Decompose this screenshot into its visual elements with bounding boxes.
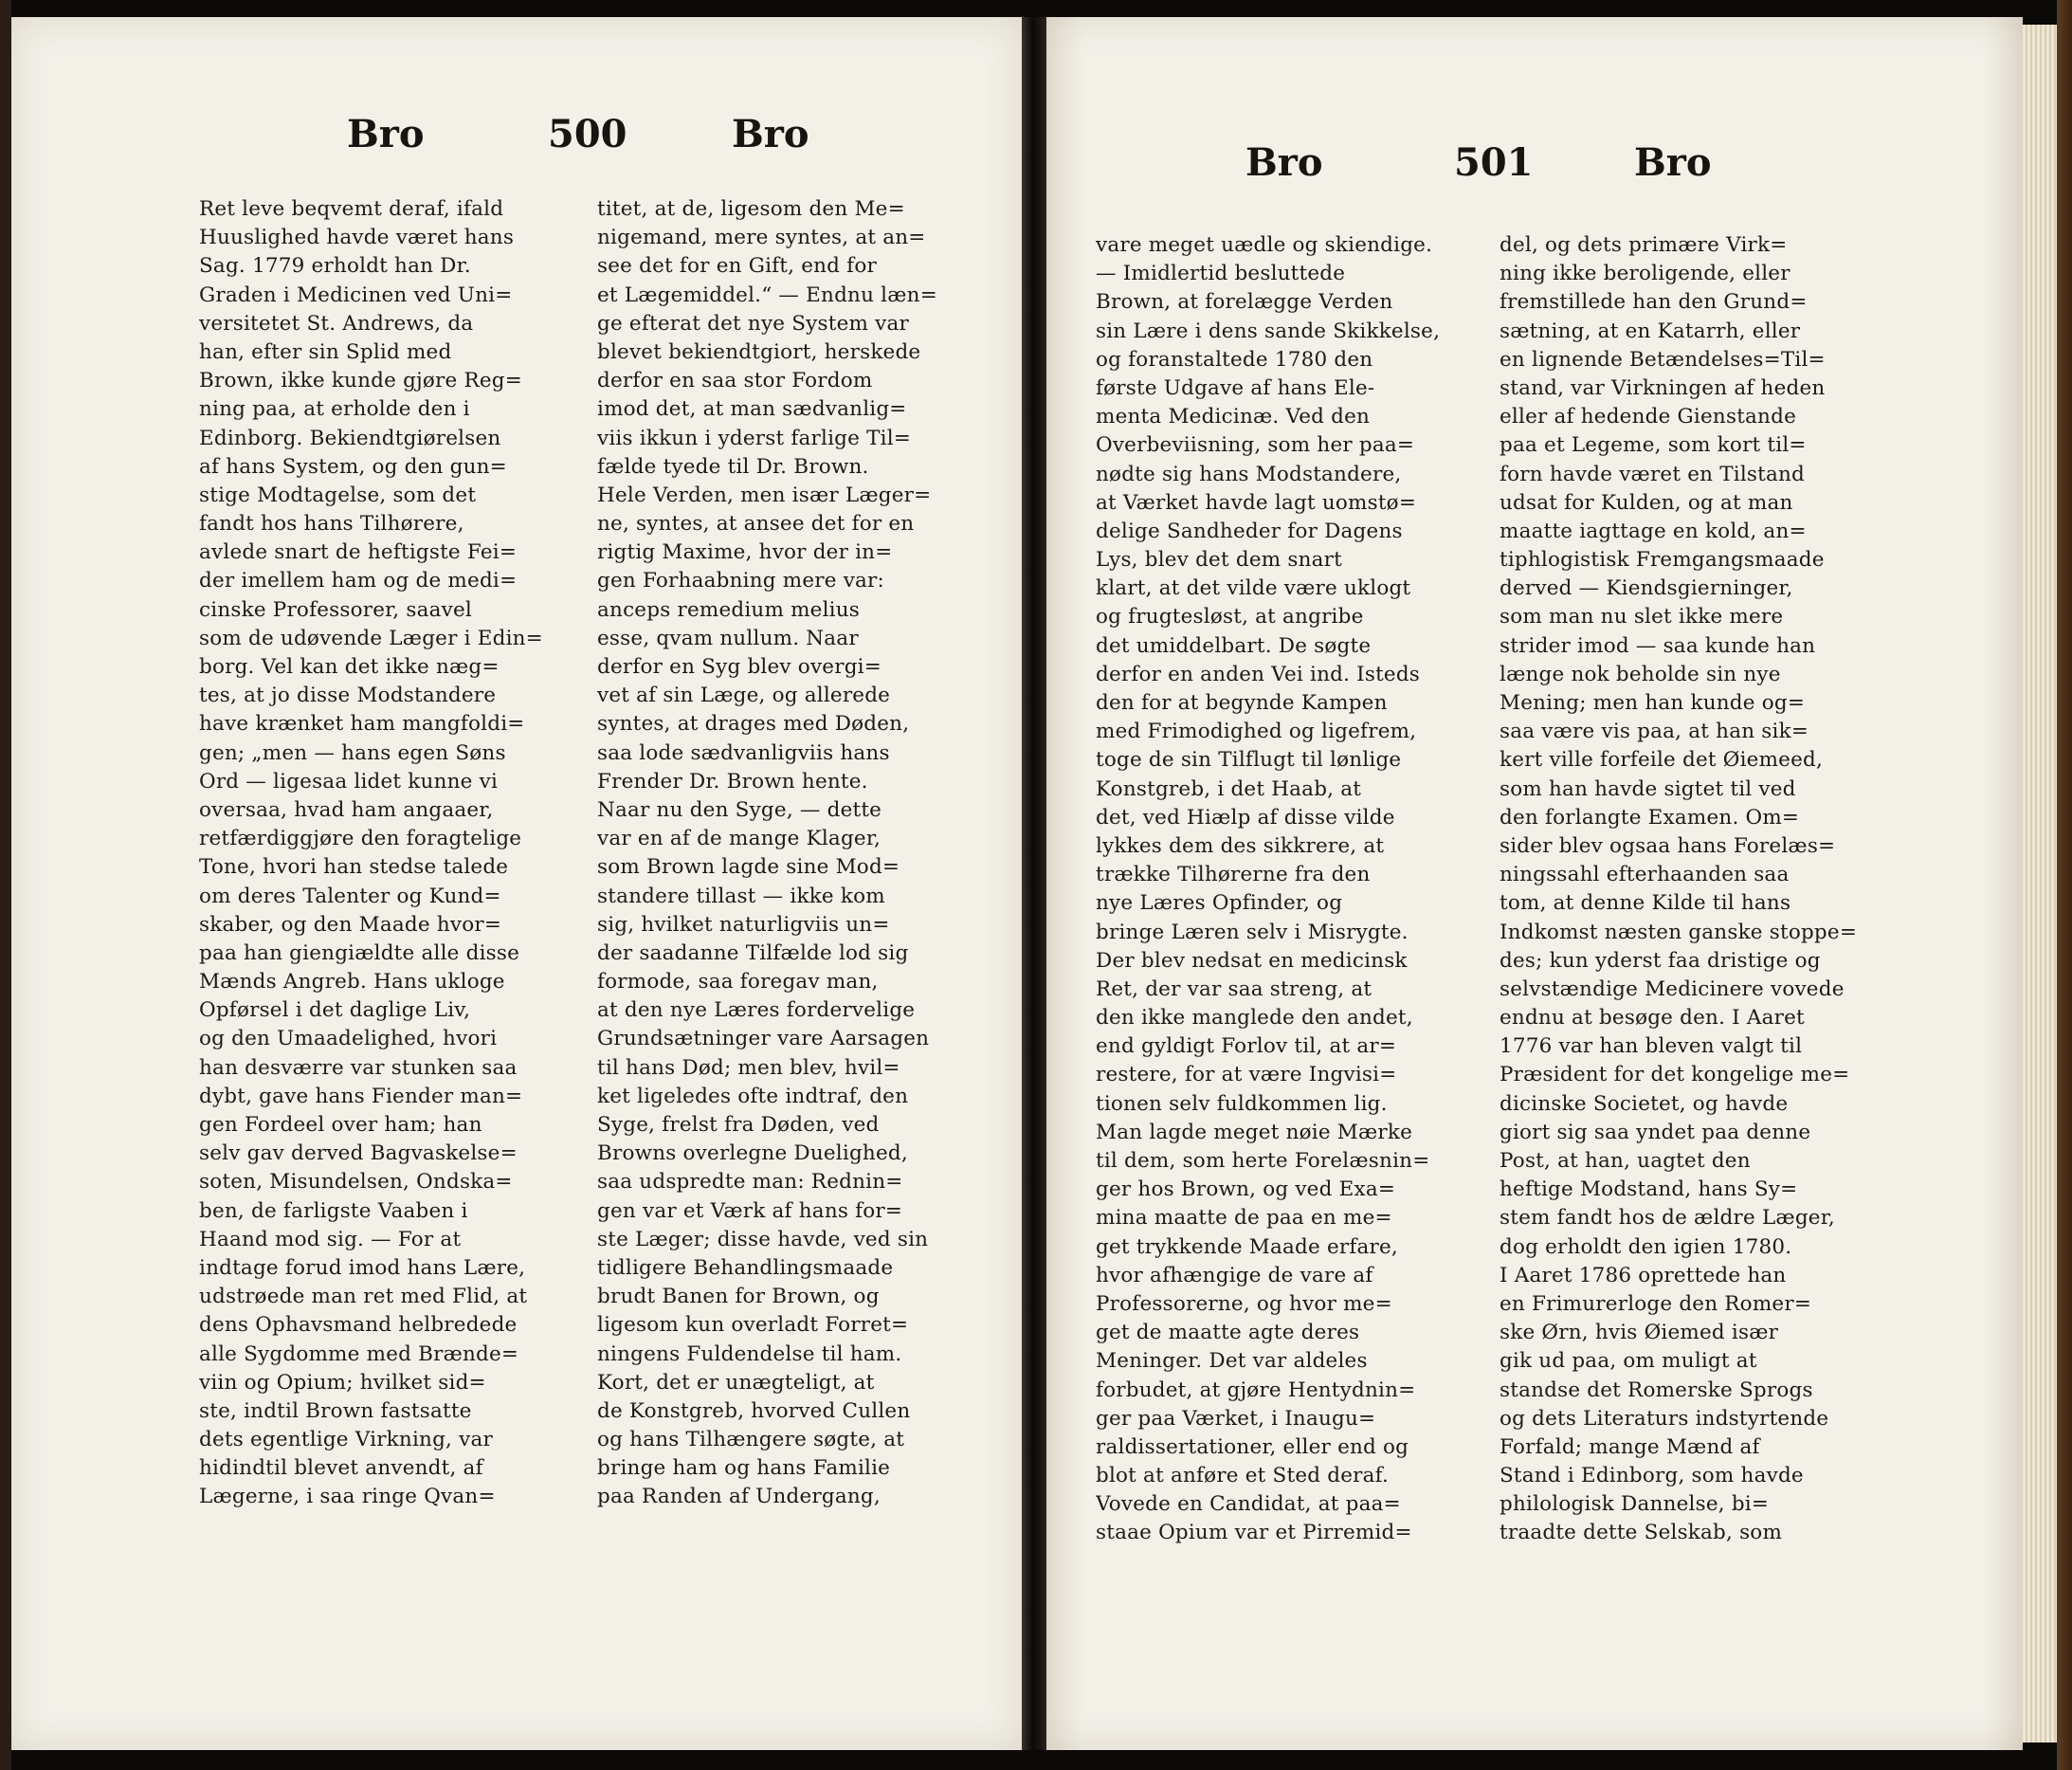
text-line: viin og Opium; hvilket sid= bbox=[199, 1370, 486, 1395]
text-line: hidindtil blevet anvendt, af bbox=[199, 1456, 483, 1481]
text-line: — Imidlertid besluttede bbox=[1096, 262, 1346, 286]
text-line: trække Tilhørerne fra den bbox=[1096, 863, 1371, 887]
text-line: Professorerne, og hvor me= bbox=[1096, 1291, 1392, 1316]
header-word-right: Bro bbox=[732, 112, 809, 156]
text-line: dets egentlige Virkning, var bbox=[199, 1428, 493, 1452]
text-line: et Lægemiddel.“ — Endnu læn= bbox=[597, 283, 937, 307]
page-block-edges bbox=[2023, 25, 2057, 1743]
book-gutter bbox=[1022, 17, 1046, 1750]
text-line: Præsident for det kongelige me= bbox=[1499, 1063, 1850, 1087]
text-line: Hele Verden, men især Læger= bbox=[597, 483, 932, 507]
text-line: ligesom kun overladt Forret= bbox=[597, 1313, 909, 1338]
text-line: Meninger. Det var aldeles bbox=[1096, 1349, 1368, 1374]
text-line: imod det, at man sædvanlig= bbox=[597, 397, 907, 422]
text-line: den for at begynde Kampen bbox=[1096, 691, 1388, 715]
text-line: derfor en saa stor Fordom bbox=[597, 369, 873, 393]
right-page-column-2 bbox=[1499, 231, 1881, 1548]
text-line: ger hos Brown, og ved Exa= bbox=[1096, 1177, 1396, 1202]
text-line: ning paa, at erholde den i bbox=[199, 397, 470, 422]
text-line: Graden i Medicinen ved Uni= bbox=[199, 283, 513, 307]
text-line: dybt, gave hans Fiender man= bbox=[199, 1084, 523, 1108]
text-line: syntes, at drages med Døden, bbox=[597, 712, 910, 737]
text-line: ning ikke beroligende, eller bbox=[1499, 262, 1790, 286]
text-line: eller af hedende Gienstande bbox=[1499, 405, 1796, 429]
text-line: tidligere Behandlingsmaade bbox=[597, 1255, 894, 1280]
text-line: Man lagde meget nøie Mærke bbox=[1096, 1120, 1413, 1144]
text-line: nye Læres Opfinder, og bbox=[1096, 891, 1343, 916]
text-line: til hans Død; men blev, hvil= bbox=[597, 1055, 900, 1080]
text-line: med Frimodighed og ligefrem, bbox=[1096, 720, 1417, 744]
text-line: ge efterat det nye System var bbox=[597, 311, 909, 336]
text-line: cinske Professorer, saavel bbox=[199, 597, 472, 622]
text-line: Haand mod sig. — For at bbox=[199, 1227, 462, 1251]
text-line: Syge, frelst fra Døden, ved bbox=[597, 1113, 880, 1137]
text-line: kert ville forfeile det Øiemeed, bbox=[1499, 748, 1824, 773]
text-line: anceps remedium melius bbox=[597, 597, 861, 622]
text-line: menta Medicinæ. Ved den bbox=[1096, 405, 1371, 429]
text-line: staae Opium var et Pirremid= bbox=[1096, 1521, 1412, 1545]
text-line: af hans System, og den gun= bbox=[199, 454, 507, 479]
text-line: Post, at han, uagtet den bbox=[1499, 1149, 1751, 1173]
text-line: tom, at denne Kilde til hans bbox=[1499, 891, 1791, 916]
text-line: fandt hos hans Tilhørere, bbox=[199, 512, 464, 537]
page-number: 501 bbox=[1454, 140, 1534, 185]
text-line: udsat for Kulden, og at man bbox=[1499, 490, 1793, 515]
text-line: Huuslighed havde været hans bbox=[199, 226, 515, 250]
text-line: Tone, hvori han stedse talede bbox=[199, 855, 509, 880]
text-line: forbudet, at gjøre Hentydnin= bbox=[1096, 1378, 1416, 1402]
text-line: tionen selv fuldkommen lig. bbox=[1096, 1091, 1388, 1116]
text-line: en Frimurerloge den Romer= bbox=[1499, 1291, 1812, 1316]
text-line: han desværre var stunken saa bbox=[199, 1055, 518, 1080]
text-line: avlede snart de heftigste Fei= bbox=[199, 540, 518, 565]
text-line: det umiddelbart. De søgte bbox=[1096, 633, 1372, 658]
text-line: om deres Talenter og Kund= bbox=[199, 884, 501, 908]
header-word-left: Bro bbox=[347, 112, 425, 156]
text-line: delige Sandheder for Dagens bbox=[1096, 519, 1403, 543]
text-line: bringe Læren selv i Misrygte. bbox=[1096, 920, 1409, 944]
text-line: Grundsætninger vare Aarsagen bbox=[597, 1027, 930, 1051]
text-line: get trykkende Maade erfare, bbox=[1096, 1234, 1398, 1259]
text-line: have krænket ham mangfoldi= bbox=[199, 712, 525, 737]
text-line: ste, indtil Brown fastsatte bbox=[199, 1398, 472, 1423]
text-line: strider imod — saa kunde han bbox=[1499, 633, 1816, 658]
header-word-right: Bro bbox=[1634, 140, 1712, 185]
text-line: skaber, og den Maade hvor= bbox=[199, 912, 502, 937]
text-line: ningssahl efterhaanden saa bbox=[1499, 863, 1790, 887]
text-line: gen Forhaabning mere var: bbox=[597, 569, 884, 593]
text-line: Forfald; mange Mænd af bbox=[1499, 1434, 1760, 1459]
text-line: del, og dets primære Virk= bbox=[1499, 233, 1788, 257]
text-line: Browns overlegne Duelighed, bbox=[597, 1141, 908, 1166]
text-line: blot at anføre et Sted deraf. bbox=[1096, 1464, 1390, 1488]
text-line: sin Lære i dens sande Skikkelse, bbox=[1096, 319, 1441, 343]
left-page-column-2 bbox=[597, 195, 986, 1512]
text-line: det, ved Hiælp af disse vilde bbox=[1096, 805, 1395, 830]
text-line: versitetet St. Andrews, da bbox=[199, 311, 474, 336]
text-line: standere tillast — ikke kom bbox=[597, 884, 885, 908]
page-number: 500 bbox=[548, 112, 627, 156]
text-line: ne, syntes, at ansee det for en bbox=[597, 512, 915, 537]
text-line: rigtig Maxime, hvor der in= bbox=[597, 540, 893, 565]
text-line: mina maatte de paa en me= bbox=[1096, 1206, 1392, 1231]
text-line: indtage forud imod hans Lære, bbox=[199, 1255, 526, 1280]
text-line: giort sig saa yndet paa denne bbox=[1499, 1120, 1811, 1144]
text-line: derved — Kiendsgierninger, bbox=[1499, 576, 1793, 601]
text-line: hvor afhængige de vare af bbox=[1096, 1263, 1373, 1287]
text-line: retfærdiggjøre den foragtelige bbox=[199, 827, 522, 851]
text-line: saa lode sædvanligviis hans bbox=[597, 740, 890, 765]
text-line: standse det Romerske Sprogs bbox=[1499, 1378, 1813, 1402]
text-line: viis ikkun i yderst farlige Til= bbox=[597, 426, 911, 450]
text-line: gen; „men — hans egen Søns bbox=[199, 740, 506, 765]
text-line: fælde tyede til Dr. Brown. bbox=[597, 454, 869, 479]
text-line: fremstillede han den Grund= bbox=[1499, 290, 1808, 315]
text-line: stand, var Virkningen af heden bbox=[1499, 375, 1826, 400]
text-line: var en af de mange Klager, bbox=[597, 827, 881, 851]
text-line: oversaa, hvad ham angaaer, bbox=[199, 797, 494, 822]
text-line: philologisk Dannelse, bi= bbox=[1499, 1492, 1770, 1517]
text-line: dog erholdt den igien 1780. bbox=[1499, 1234, 1792, 1259]
left-page-column-1 bbox=[199, 195, 578, 1512]
text-line: Edinborg. Bekiendtgiørelsen bbox=[199, 426, 501, 450]
text-line: Frender Dr. Brown hente. bbox=[597, 769, 868, 794]
text-line: paa Randen af Undergang, bbox=[597, 1485, 881, 1509]
text-line: stige Modtagelse, som det bbox=[199, 483, 477, 507]
text-line: dens Ophavsmand helbredede bbox=[199, 1313, 518, 1338]
text-line: borg. Vel kan det ikke næg= bbox=[199, 655, 500, 679]
text-line: og hans Tilhængere søgte, at bbox=[597, 1428, 905, 1452]
text-line: Lægerne, i saa ringe Qvan= bbox=[199, 1485, 496, 1509]
text-line: til dem, som herte Forelæsnin= bbox=[1096, 1149, 1430, 1173]
text-line: soten, Misundelsen, Ondska= bbox=[199, 1170, 513, 1195]
text-line: Ret leve beqvemt deraf, ifald bbox=[199, 197, 504, 221]
text-line: des; kun yderst faa dristige og bbox=[1499, 948, 1821, 973]
text-line: som man nu slet ikke mere bbox=[1499, 605, 1784, 630]
text-line: han, efter sin Splid med bbox=[199, 339, 452, 364]
text-line: gen var et Værk af hans for= bbox=[597, 1198, 903, 1223]
text-line: gik ud paa, om muligt at bbox=[1499, 1349, 1757, 1374]
text-line: blevet bekiendtgiort, herskede bbox=[597, 339, 921, 364]
text-line: end gyldigt Forlov til, at ar= bbox=[1096, 1034, 1397, 1059]
text-line: maatte iagttage en kold, an= bbox=[1499, 519, 1807, 543]
text-line: ger paa Værket, i Inaugu= bbox=[1096, 1406, 1376, 1431]
text-line: klart, at det vilde være uklogt bbox=[1096, 576, 1411, 601]
text-line: forn havde været en Tilstand bbox=[1499, 462, 1806, 486]
text-line: alle Sygdomme med Brænde= bbox=[199, 1341, 519, 1366]
text-line: saa udspredte man: Rednin= bbox=[597, 1170, 903, 1195]
text-line: selv gav derved Bagvaskelse= bbox=[199, 1141, 518, 1166]
text-line: Der blev nedsat en medicinsk bbox=[1096, 948, 1408, 973]
text-line: vet af sin Læge, og allerede bbox=[597, 684, 891, 708]
text-line: den ikke manglede den andet, bbox=[1096, 1006, 1413, 1031]
text-line: og frugtesløst, at angribe bbox=[1096, 605, 1364, 630]
book-cover-edge-right bbox=[2057, 0, 2072, 1770]
text-line: heftige Modstand, hans Sy= bbox=[1499, 1177, 1798, 1202]
text-line: Kort, det er unægteligt, at bbox=[597, 1370, 875, 1395]
text-line: som de udøvende Læger i Edin= bbox=[199, 626, 543, 650]
text-line: 1776 var han bleven valgt til bbox=[1499, 1034, 1803, 1059]
text-line: og foranstaltede 1780 den bbox=[1096, 347, 1373, 372]
text-line: bringe ham og hans Familie bbox=[597, 1456, 891, 1481]
text-line: I Aaret 1786 oprettede han bbox=[1499, 1263, 1787, 1287]
text-line: udstrøede man ret med Flid, at bbox=[199, 1285, 528, 1309]
left-page bbox=[11, 17, 1022, 1750]
text-line: Brown, ikke kunde gjøre Reg= bbox=[199, 369, 522, 393]
text-line: Naar nu den Syge, — dette bbox=[597, 797, 882, 822]
text-line: Vovede en Candidat, at paa= bbox=[1096, 1492, 1401, 1517]
text-line: paa han giengiældte alle disse bbox=[199, 940, 520, 965]
book-cover-edge-left bbox=[0, 0, 11, 1770]
text-line: Indkomst næsten ganske stoppe= bbox=[1499, 920, 1858, 944]
text-line: get de maatte agte deres bbox=[1096, 1321, 1360, 1345]
text-line: derfor en anden Vei ind. Isteds bbox=[1096, 662, 1421, 686]
text-line: titet, at de, ligesom den Me= bbox=[597, 197, 905, 221]
text-line: sætning, at en Katarrh, eller bbox=[1499, 319, 1801, 343]
text-line: raldissertationer, eller end og bbox=[1096, 1434, 1409, 1459]
text-line: toge de sin Tilflugt til lønlige bbox=[1096, 748, 1402, 773]
text-line: som han havde sigtet til ved bbox=[1499, 776, 1796, 801]
text-line: der imellem ham og de medi= bbox=[199, 569, 518, 593]
text-line: formode, saa foregav man, bbox=[597, 970, 879, 994]
text-line: nigemand, mere syntes, at an= bbox=[597, 226, 926, 250]
text-line: Overbeviisning, som her paa= bbox=[1096, 433, 1415, 458]
text-line: endnu at besøge den. I Aaret bbox=[1499, 1006, 1805, 1031]
text-line: Brown, at forelægge Verden bbox=[1096, 290, 1393, 315]
text-line: en lignende Betændelses=Til= bbox=[1499, 347, 1826, 372]
text-line: Opførsel i det daglige Liv, bbox=[199, 998, 471, 1023]
text-line: Ord — ligesaa lidet kunne vi bbox=[199, 769, 499, 794]
right-page bbox=[1046, 17, 2023, 1750]
text-line: den forlangte Examen. Om= bbox=[1499, 805, 1800, 830]
text-line: vare meget uædle og skiendige. bbox=[1096, 233, 1433, 257]
text-line: Sag. 1779 erholdt han Dr. bbox=[199, 254, 471, 279]
text-line: ben, de farligste Vaaben i bbox=[199, 1198, 468, 1223]
text-line: Lys, blev det dem snart bbox=[1096, 548, 1342, 573]
text-line: og den Umaadelighed, hvori bbox=[199, 1027, 498, 1051]
text-line: sig, hvilket naturligviis un= bbox=[597, 912, 890, 937]
text-line: traadte dette Selskab, som bbox=[1499, 1521, 1783, 1545]
text-line: tes, at jo disse Modstandere bbox=[199, 684, 497, 708]
text-line: Ret, der var saa streng, at bbox=[1096, 976, 1372, 1001]
text-line: ske Ørn, hvis Øiemed især bbox=[1499, 1321, 1779, 1345]
text-line: længe nok beholde sin nye bbox=[1499, 662, 1781, 686]
text-line: ningens Fuldendelse til ham. bbox=[597, 1341, 902, 1366]
text-line: Mænds Angreb. Hans ukloge bbox=[199, 970, 505, 994]
text-line: lykkes dem des sikkrere, at bbox=[1096, 833, 1385, 858]
text-line: ket ligeledes ofte indtraf, den bbox=[597, 1084, 909, 1108]
text-line: esse, qvam nullum. Naar bbox=[597, 626, 859, 650]
text-line: og dets Literaturs indstyrtende bbox=[1499, 1406, 1829, 1431]
header-word-left: Bro bbox=[1245, 140, 1323, 185]
text-line: Konstgreb, i det Haab, at bbox=[1096, 776, 1362, 801]
text-line: tiphlogistisk Fremgangsmaade bbox=[1499, 548, 1825, 573]
text-line: gen Fordeel over ham; han bbox=[199, 1113, 482, 1137]
text-line: stem fandt hos de ældre Læger, bbox=[1499, 1206, 1835, 1231]
text-line: dicinske Societet, og havde bbox=[1499, 1091, 1789, 1116]
right-page-column-1 bbox=[1096, 231, 1477, 1548]
text-line: paa et Legeme, som kort til= bbox=[1499, 433, 1807, 458]
text-line: nødte sig hans Modstandere, bbox=[1096, 462, 1402, 486]
text-line: som Brown lagde sine Mod= bbox=[597, 855, 900, 880]
text-line: selvstændige Medicinere vovede bbox=[1499, 976, 1845, 1001]
text-line: at den nye Læres fordervelige bbox=[597, 998, 916, 1023]
text-line: Mening; men han kunde og= bbox=[1499, 691, 1806, 715]
text-line: see det for en Gift, end for bbox=[597, 254, 877, 279]
text-line: brudt Banen for Brown, og bbox=[597, 1285, 880, 1309]
text-line: første Udgave af hans Ele- bbox=[1096, 375, 1375, 400]
text-line: derfor en Syg blev overgi= bbox=[597, 655, 882, 679]
text-line: restere, for at være Ingvisi= bbox=[1096, 1063, 1397, 1087]
text-line: Stand i Edinborg, som havde bbox=[1499, 1464, 1804, 1488]
text-line: ste Læger; disse havde, ved sin bbox=[597, 1227, 929, 1251]
text-line: der saadanne Tilfælde lod sig bbox=[597, 940, 909, 965]
text-line: sider blev ogsaa hans Forelæs= bbox=[1499, 833, 1836, 858]
text-line: at Værket havde lagt uomstø= bbox=[1096, 490, 1417, 515]
text-line: de Konstgreb, hvorved Cullen bbox=[597, 1398, 911, 1423]
text-line: saa være vis paa, at han sik= bbox=[1499, 720, 1809, 744]
